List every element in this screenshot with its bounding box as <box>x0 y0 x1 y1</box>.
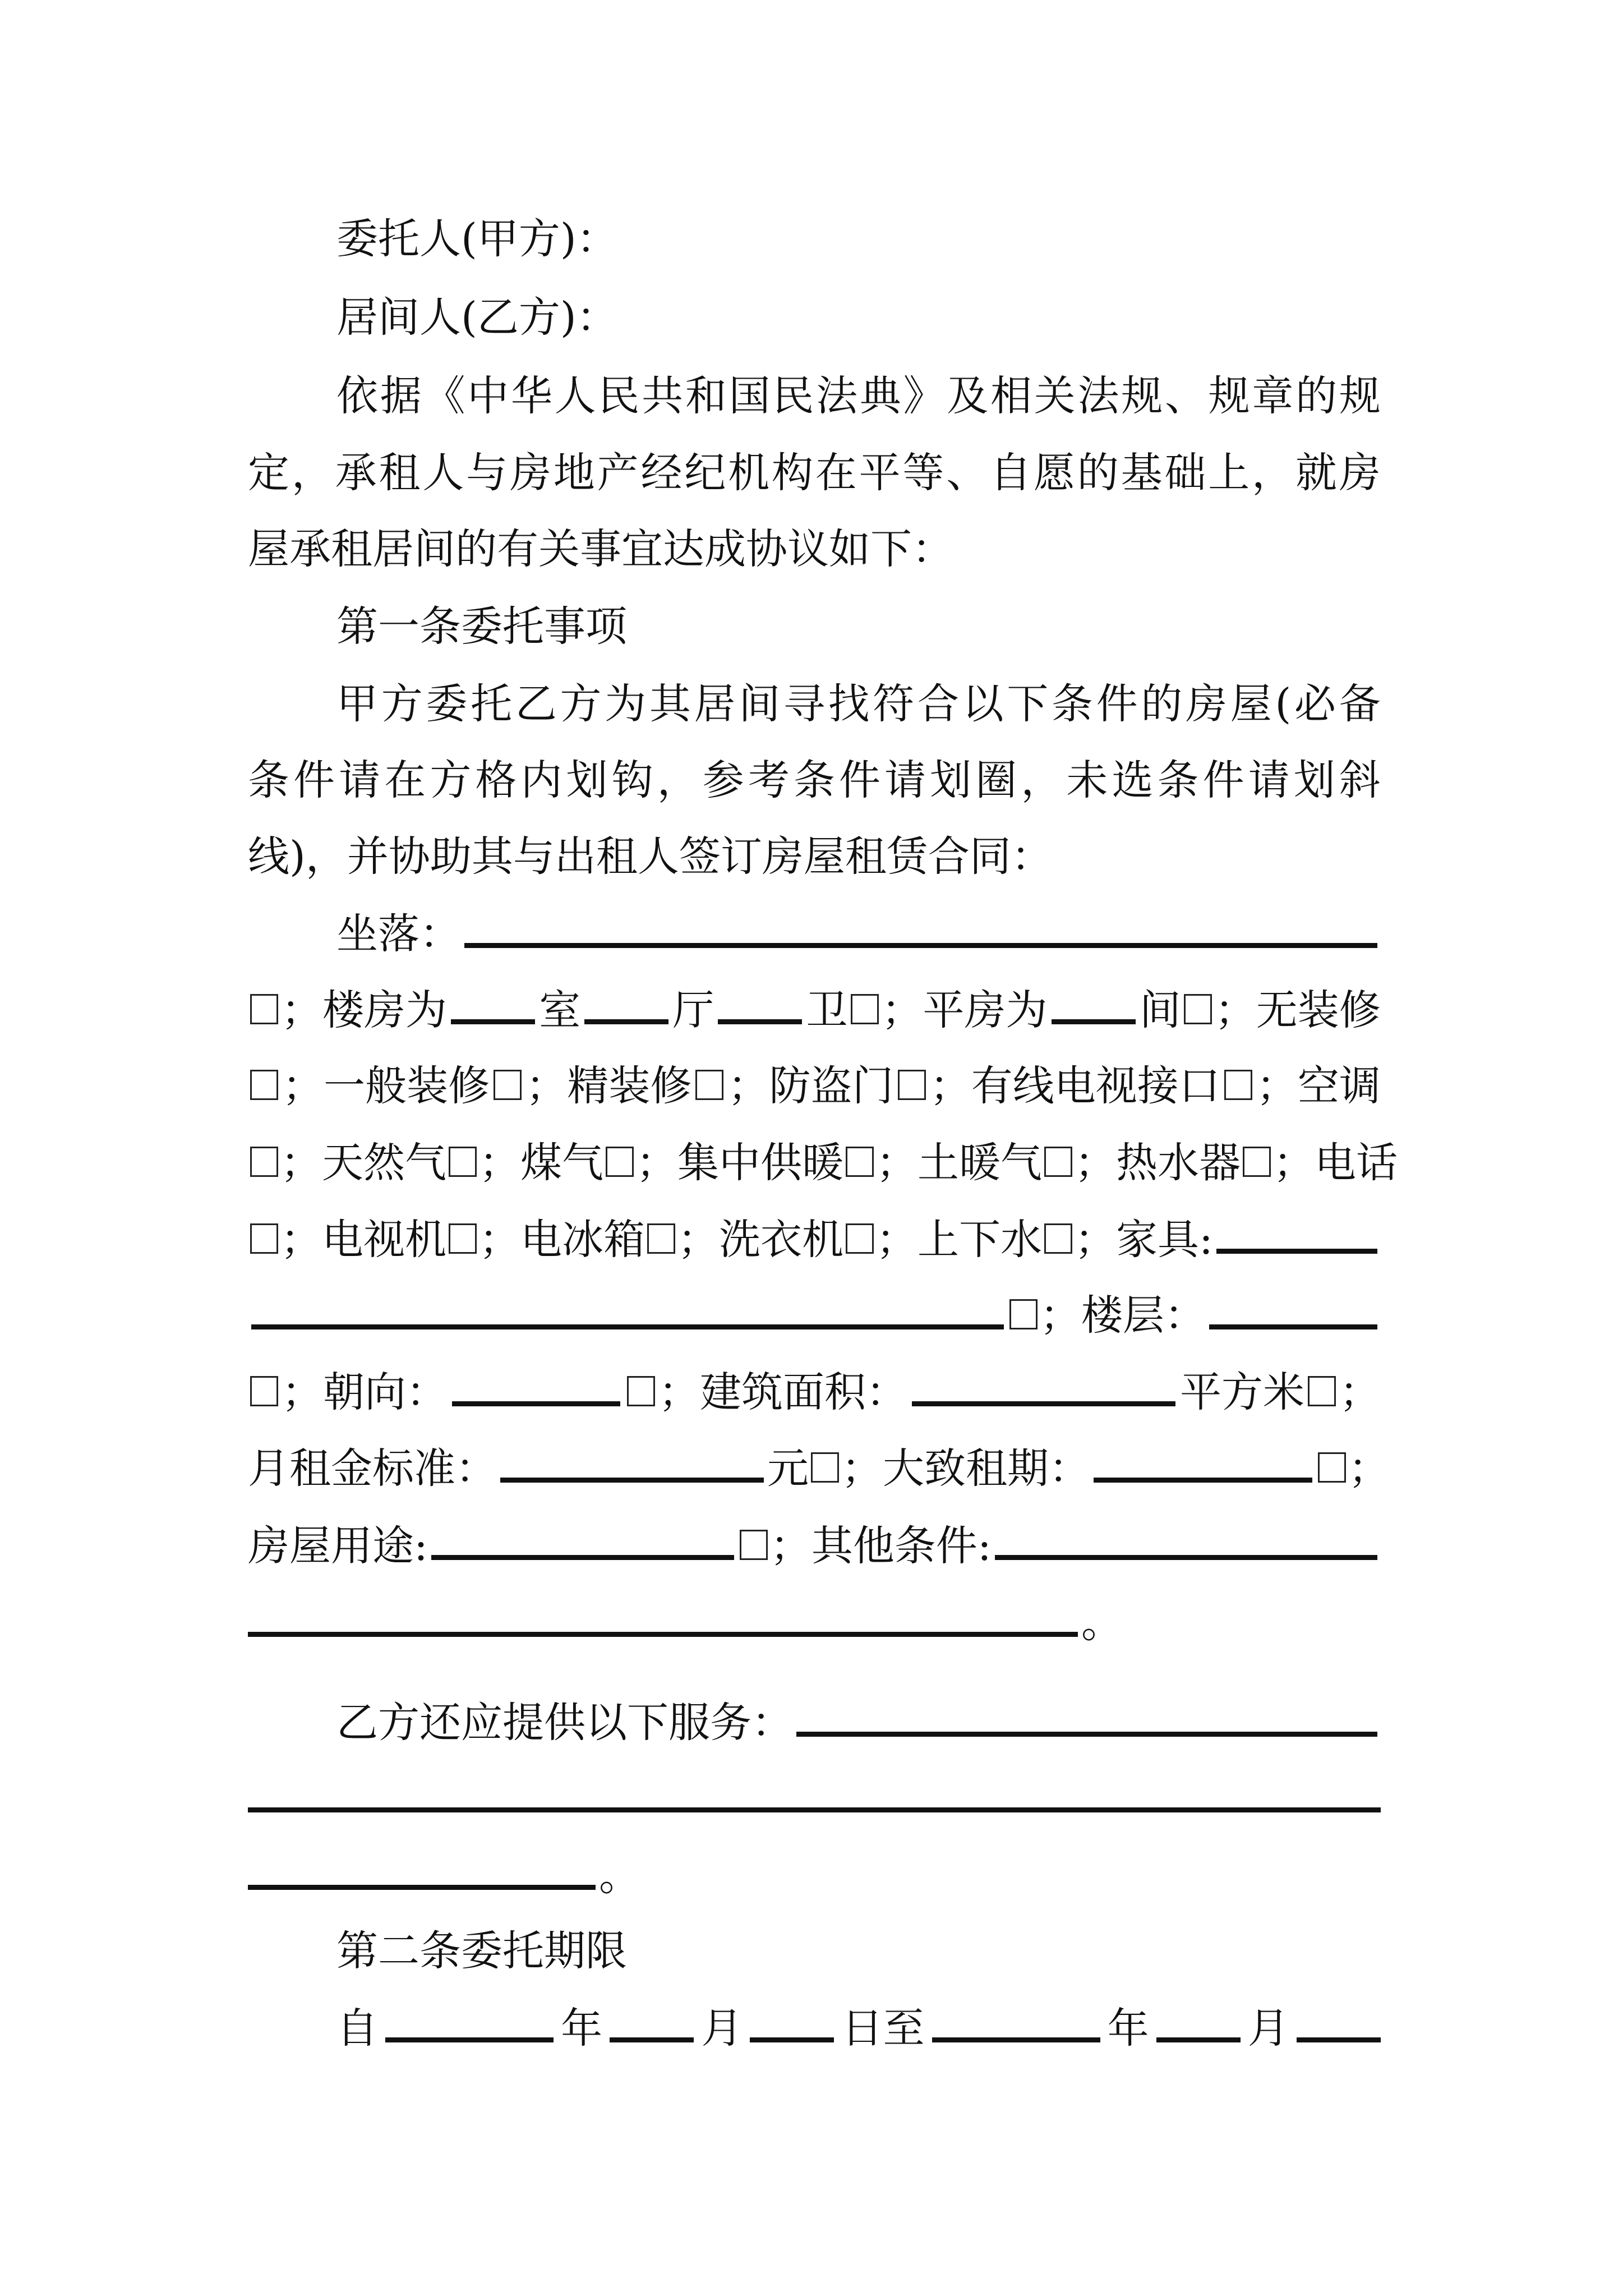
services-row-2 <box>248 1774 1381 1825</box>
preamble-char: 构 <box>771 449 813 497</box>
preamble-char: 的 <box>1295 372 1338 420</box>
utilities-row <box>248 1137 1398 1189</box>
year-unit: 年 <box>1107 2004 1149 2053</box>
article-char: 其 <box>649 680 691 728</box>
preamble-char: 章 <box>1252 372 1294 420</box>
preamble-char: 规 <box>1208 372 1250 420</box>
floor-label: ；楼层： <box>1040 1291 1206 1340</box>
bungalow-label: ；平房为 <box>881 986 1048 1034</box>
article-char: 件 <box>1202 756 1244 804</box>
basic-decoration-checkbox[interactable] <box>494 1070 522 1100</box>
month-unit: 月 <box>701 2004 743 2053</box>
square-meter-unit: 平方米 <box>1180 1368 1304 1416</box>
washer-checkbox[interactable] <box>846 1223 874 1254</box>
period-row <box>336 2003 1381 2054</box>
preamble-char: 相 <box>990 372 1032 420</box>
article-char: 请 <box>884 756 926 804</box>
article-char: 委 <box>426 680 468 728</box>
preamble-char: 中 <box>467 372 509 420</box>
bungalow-checkbox[interactable] <box>1184 994 1212 1024</box>
preamble-char: ， <box>1252 449 1294 497</box>
preamble-char: 自 <box>990 449 1032 497</box>
period: 。 <box>599 1852 640 1900</box>
month-unit: 月 <box>1247 2004 1289 2053</box>
preamble-char: 承 <box>335 449 377 497</box>
preamble-char: 法 <box>816 372 858 420</box>
article-char: 甲 <box>336 680 378 728</box>
preamble-line-1 <box>336 370 1381 422</box>
article-char: 条 <box>1157 756 1199 804</box>
hall-unit: 厅 <box>672 986 714 1034</box>
article-char: 找 <box>828 680 870 728</box>
article-char: 件 <box>839 756 881 804</box>
article-char: 未 <box>1066 756 1108 804</box>
fine-decoration-checkbox[interactable] <box>695 1070 723 1100</box>
preamble-line-2 <box>248 447 1381 499</box>
lease-term-checkbox[interactable] <box>1318 1452 1346 1483</box>
article-1-title: 第一条委托事项 <box>336 602 627 651</box>
day-to-label: 日至 <box>841 2004 925 2053</box>
central-heating-checkbox[interactable] <box>846 1147 874 1177</box>
preamble-char: 上 <box>1208 449 1250 497</box>
article-char: 托 <box>471 680 513 728</box>
preamble-char: 规 <box>1121 372 1163 420</box>
article-char: 划 <box>566 756 608 804</box>
article-char: 乙 <box>515 680 557 728</box>
preamble-char: 地 <box>553 449 595 497</box>
preamble-char: 人 <box>422 449 464 497</box>
article-char: 以 <box>962 680 1004 728</box>
article-char: 合 <box>917 680 959 728</box>
separator: ； <box>1348 1444 1390 1493</box>
house-usage-label: 房屋用途: <box>248 1522 428 1570</box>
article-char: 屋 <box>1230 680 1272 728</box>
from-label: 自 <box>336 2004 378 2053</box>
article-char: 划 <box>1293 756 1335 804</box>
broker-party-b-label: 居间人(乙方)： <box>336 293 618 342</box>
appliances-row <box>248 1214 1381 1266</box>
floor-row <box>248 1290 1381 1341</box>
security-door-checkbox[interactable] <box>898 1070 926 1100</box>
broker-party-b-line <box>336 292 1381 343</box>
coal-gas-checkbox[interactable] <box>606 1147 634 1177</box>
preamble-char: 共 <box>642 372 684 420</box>
telephone-checkbox[interactable] <box>250 1223 278 1254</box>
central-heating-label: ；集中供暖 <box>636 1139 843 1187</box>
preamble-char: 据 <box>380 372 422 420</box>
article-char: 件 <box>293 756 335 804</box>
article-char: 划 <box>930 756 972 804</box>
preamble-char: 典 <box>859 372 901 420</box>
article-char: 寻 <box>783 680 825 728</box>
air-conditioner-checkbox[interactable] <box>250 1147 278 1177</box>
services-row-3 <box>248 1850 1381 1902</box>
preamble-char: 关 <box>1034 372 1076 420</box>
telephone-label: ；电话 <box>1273 1139 1398 1187</box>
preamble-char: 国 <box>728 372 771 420</box>
furniture-label: ；家具: <box>1075 1216 1213 1264</box>
services-field-end[interactable] <box>248 1851 596 1890</box>
article-char: 的 <box>1141 680 1183 728</box>
water-heater-checkbox[interactable] <box>1243 1147 1271 1177</box>
monthly-rent-checkbox[interactable] <box>811 1452 839 1483</box>
article-char: 选 <box>1112 756 1154 804</box>
furniture-field[interactable] <box>1216 1215 1377 1254</box>
lease-term-label: ；大致租期： <box>841 1444 1090 1493</box>
bungalow-unit: 间 <box>1139 986 1181 1034</box>
preamble-char: 等 <box>902 449 944 497</box>
air-conditioner-label: ；空调 <box>1256 1062 1381 1110</box>
bathroom-unit: 卫 <box>806 986 848 1034</box>
preamble-char: 及 <box>947 372 989 420</box>
article-char: 在 <box>384 756 426 804</box>
preamble-char: 华 <box>510 372 552 420</box>
building-label: ；楼房为 <box>281 986 448 1034</box>
other-conditions-field-continued[interactable] <box>248 1598 1078 1637</box>
article-1-line-2 <box>248 754 1381 806</box>
preamble-char: 、 <box>946 449 988 497</box>
end-day-field[interactable] <box>1297 2004 1381 2042</box>
cable-tv-checkbox[interactable] <box>1224 1070 1252 1100</box>
location-field[interactable] <box>464 909 1377 948</box>
article-char: 条 <box>248 756 289 804</box>
room-layout-row <box>248 984 1381 1036</box>
fine-decoration-label: ；精装修 <box>525 1062 692 1110</box>
rooms-count-field[interactable] <box>451 986 535 1024</box>
monthly-rent-label: 月租金标准： <box>248 1444 497 1493</box>
article-char: 下 <box>1007 680 1049 728</box>
preamble-char: 房 <box>509 449 551 497</box>
house-usage-field[interactable] <box>431 1521 734 1560</box>
article-1-line-3-text: 线)，并协助其与出租人签订房屋租赁合同： <box>248 832 1053 881</box>
natural-gas-checkbox[interactable] <box>449 1147 477 1177</box>
monthly-rent-field[interactable] <box>500 1444 764 1483</box>
preamble-char: 法 <box>1077 372 1119 420</box>
start-month-field[interactable] <box>610 2004 694 2042</box>
article-1-line-3 <box>248 831 1381 882</box>
preamble-char: 的 <box>1077 449 1119 497</box>
article-char: 钩 <box>611 756 653 804</box>
washer-label: ；洗衣机 <box>677 1216 843 1264</box>
preamble-char: 依 <box>336 372 378 420</box>
bungalow-rooms-field[interactable] <box>1052 986 1136 1024</box>
preamble-char: 规 <box>1339 372 1381 420</box>
article-char: 参 <box>702 756 744 804</box>
preamble-char: 就 <box>1295 449 1337 497</box>
orientation-label: ；朝向： <box>282 1368 448 1416</box>
article-char: 符 <box>873 680 915 728</box>
article-char: 请 <box>339 756 381 804</box>
rent-term-row <box>248 1443 1390 1494</box>
preamble-char: 础 <box>1164 449 1206 497</box>
client-party-a-label: 委托人(甲方)： <box>336 215 618 263</box>
plumbing-checkbox[interactable] <box>1044 1223 1072 1254</box>
start-day-field[interactable] <box>750 2004 834 2042</box>
article-char: 圈 <box>975 756 1017 804</box>
coal-gas-label: ；煤气 <box>479 1139 603 1187</box>
separator: ； <box>1339 1368 1381 1416</box>
article-char: 格 <box>475 756 517 804</box>
furniture-checkbox[interactable] <box>1009 1299 1038 1329</box>
article-char: ( <box>1275 680 1292 728</box>
end-month-field[interactable] <box>1156 2004 1241 2042</box>
floor-area-label: ；建筑面积： <box>658 1368 907 1416</box>
halls-count-field[interactable] <box>584 986 668 1024</box>
article-2-title: 第二条委托期限 <box>336 1927 627 1975</box>
preamble-line-3-text: 屋承租居间的有关事宜达成协议如下： <box>248 525 953 573</box>
preamble-char: 》 <box>903 372 945 420</box>
preamble-char: 民 <box>598 372 640 420</box>
house-usage-checkbox[interactable] <box>740 1530 768 1560</box>
preamble-char: ， <box>291 449 333 497</box>
decoration-row <box>248 1060 1381 1112</box>
start-year-field[interactable] <box>385 2004 554 2042</box>
furniture-field-continued[interactable] <box>251 1291 1004 1329</box>
room-unit: 室 <box>539 986 581 1034</box>
services-row <box>336 1697 1381 1749</box>
floor-area-checkbox[interactable] <box>1308 1376 1336 1406</box>
article-2-heading <box>336 1925 1381 1977</box>
yuan-unit: 元 <box>767 1444 809 1493</box>
article-char: 为 <box>605 680 647 728</box>
period: 。 <box>1081 1599 1123 1647</box>
article-char: 间 <box>739 680 781 728</box>
preamble-char: 租 <box>379 449 421 497</box>
building-checkbox[interactable] <box>851 994 879 1024</box>
article-char: ， <box>657 756 699 804</box>
article-char: 方 <box>560 680 602 728</box>
preamble-line-3 <box>248 523 1381 575</box>
basic-decoration-label: ；一般装修 <box>282 1062 490 1110</box>
article-1-heading <box>336 601 1381 652</box>
preamble-char: 《 <box>423 372 465 420</box>
orientation-field[interactable] <box>452 1368 620 1406</box>
tv-checkbox[interactable] <box>449 1223 477 1254</box>
water-heater-label: ；热水器 <box>1075 1139 1241 1187</box>
orientation-checkbox[interactable] <box>627 1376 655 1406</box>
preamble-char: 产 <box>597 449 639 497</box>
preamble-char: 、 <box>1164 372 1206 420</box>
preamble-char: 和 <box>685 372 727 420</box>
floor-area-field[interactable] <box>912 1368 1175 1406</box>
article-char: 备 <box>1339 680 1381 728</box>
services-field-continued[interactable] <box>248 1774 1381 1812</box>
location-row <box>336 908 1381 960</box>
security-door-label: ；防盗门 <box>727 1062 894 1110</box>
preamble-char: 机 <box>728 449 770 497</box>
local-heating-label: ；土暖气 <box>876 1139 1042 1187</box>
location-label: 坐落： <box>336 910 461 958</box>
article-char: 条 <box>793 756 835 804</box>
preamble-char: 定 <box>248 449 289 497</box>
end-year-field[interactable] <box>932 2004 1100 2042</box>
no-decoration-label: ；无装修 <box>1214 986 1381 1034</box>
article-char: 斜 <box>1339 756 1381 804</box>
preamble-char: 经 <box>640 449 683 497</box>
floor-field[interactable] <box>1209 1291 1377 1329</box>
article-char: 必 <box>1294 680 1336 728</box>
article-char: 内 <box>520 756 562 804</box>
article-char: 考 <box>748 756 790 804</box>
orientation-area-row <box>248 1366 1381 1418</box>
preamble-char: 人 <box>554 372 596 420</box>
services-label: 乙方还应提供以下服务： <box>336 1699 793 1747</box>
preamble-char: 与 <box>466 449 508 497</box>
article-char: ， <box>1021 756 1063 804</box>
article-1-line-1 <box>336 678 1381 730</box>
tv-label: ；电视机 <box>280 1216 446 1264</box>
bathrooms-count-field[interactable] <box>718 986 802 1024</box>
preamble-char: 在 <box>815 449 857 497</box>
local-heating-checkbox[interactable] <box>1044 1147 1072 1177</box>
client-party-a-line <box>336 213 1381 265</box>
fridge-label: ；电冰箱 <box>479 1216 645 1264</box>
other-conditions-field[interactable] <box>995 1521 1377 1560</box>
fridge-checkbox[interactable] <box>647 1223 675 1254</box>
article-char: 房 <box>1186 680 1228 728</box>
article-char: 请 <box>1248 756 1290 804</box>
article-char: 方 <box>430 756 472 804</box>
other-conditions-label: ；其他条件: <box>769 1522 992 1570</box>
preamble-char: 基 <box>1121 449 1163 497</box>
preamble-char: 民 <box>772 372 814 420</box>
services-field[interactable] <box>796 1698 1377 1737</box>
other-conditions-row <box>248 1597 1381 1649</box>
preamble-char: 房 <box>1339 449 1381 497</box>
no-decoration-checkbox[interactable] <box>250 1070 278 1100</box>
cable-tv-label: ；有线电视接口 <box>929 1062 1220 1110</box>
usage-row <box>248 1520 1381 1572</box>
preamble-char: 纪 <box>684 449 726 497</box>
lease-term-field[interactable] <box>1094 1444 1312 1483</box>
article-char: 居 <box>694 680 736 728</box>
article-char: 条 <box>1052 680 1093 728</box>
location-checkbox[interactable] <box>250 994 278 1024</box>
natural-gas-label: ；天然气 <box>280 1139 446 1187</box>
preamble-char: 愿 <box>1033 449 1075 497</box>
floor-checkbox[interactable] <box>250 1376 278 1406</box>
plumbing-label: ；上下水 <box>876 1216 1042 1264</box>
year-unit: 年 <box>561 2004 603 2053</box>
article-char: 件 <box>1096 680 1138 728</box>
preamble-char: 平 <box>859 449 901 497</box>
article-char: 方 <box>381 680 423 728</box>
